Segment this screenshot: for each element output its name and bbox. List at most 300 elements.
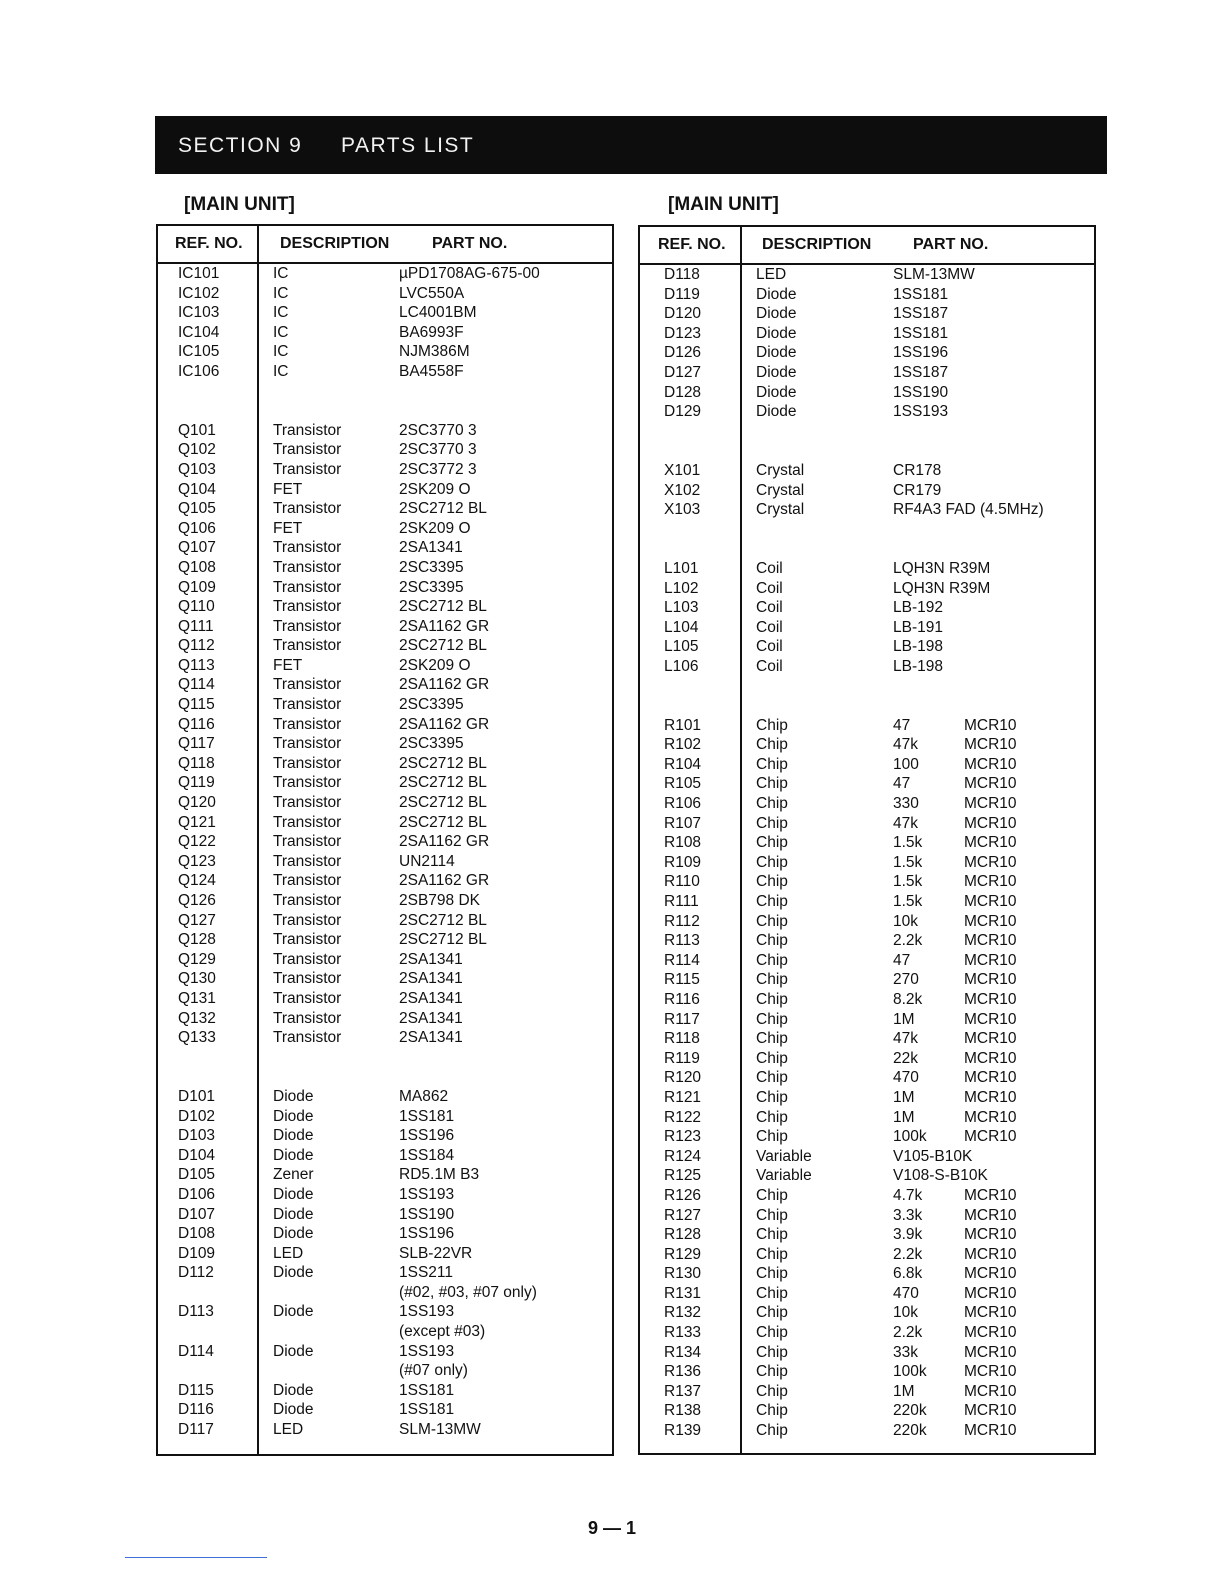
table-row [158, 969, 612, 989]
ref-no-cell: Q119 [178, 774, 215, 792]
part-no-cell: 1SS181 [893, 324, 949, 342]
ref-no-cell: D104 [178, 1146, 216, 1164]
description-cell: Chip [756, 1108, 788, 1126]
description-cell: Transistor [273, 872, 342, 890]
table-row [640, 814, 1094, 834]
table-row [640, 716, 1094, 736]
description-cell: Chip [756, 1402, 788, 1420]
table-row [640, 500, 1094, 520]
ref-no-cell: Q120 [178, 794, 216, 812]
page-number: 9 — 1 [587, 1518, 637, 1538]
part-type-cell: MCR10 [964, 1108, 1017, 1126]
description-cell: IC [273, 362, 289, 380]
part-no-cell: 2SC2712 BL [399, 598, 487, 616]
table-row [158, 499, 612, 519]
table-row [158, 656, 612, 676]
ref-no-cell: R120 [664, 1069, 702, 1087]
table-row [640, 1108, 1094, 1128]
part-no-cell: V105-B10K [893, 1147, 973, 1165]
part-no-cell: 1SS181 [399, 1107, 455, 1125]
table-row [158, 1381, 612, 1401]
table-row [640, 481, 1094, 501]
ref-no-cell: L106 [664, 657, 699, 675]
part-no-cell: µPD1708AG-675-00 [399, 265, 540, 282]
table-row [158, 675, 612, 695]
part-type-cell: MCR10 [964, 1049, 1017, 1067]
ref-no-cell: Q129 [178, 950, 216, 968]
description-cell: Diode [273, 1225, 314, 1243]
part-no-cell: LQH3N R39M [893, 559, 991, 577]
part-type-cell: MCR10 [964, 1186, 1017, 1204]
ref-no-cell: X101 [664, 461, 701, 479]
table-row [158, 284, 612, 304]
description-cell: Transistor [273, 441, 342, 459]
description-cell: Transistor [273, 794, 342, 812]
table-row [640, 343, 1094, 363]
table-row [158, 1263, 612, 1283]
ref-no-cell: R124 [664, 1147, 702, 1165]
description-cell: IC [273, 343, 289, 361]
table-row [158, 1048, 612, 1068]
description-cell: Chip [756, 1265, 788, 1283]
part-no-cell: 1SS196 [399, 1225, 455, 1243]
part-no-cell: 2SC2712 BL [399, 813, 487, 831]
part-no-cell: 1SS187 [893, 363, 949, 381]
ref-no-cell: IC101 [178, 265, 220, 282]
part-type-cell: MCR10 [964, 716, 1017, 734]
description-cell: Variable [756, 1167, 812, 1185]
part-no-cell: 2SA1341 [399, 970, 463, 988]
table-row [640, 1068, 1094, 1088]
left-unit-title: [MAIN UNIT] [184, 194, 295, 215]
description-cell: Chip [756, 1186, 788, 1204]
description-cell: Diode [273, 1264, 314, 1282]
part-no-cell: 2SC2712 BL [399, 911, 487, 929]
ref-no-cell: R132 [664, 1304, 702, 1322]
ref-no-cell: R101 [664, 716, 702, 734]
description-cell: Chip [756, 795, 788, 813]
ref-no-cell: Q132 [178, 1009, 216, 1027]
description-cell: FET [273, 656, 303, 674]
part-no-cell: 270 [893, 971, 919, 989]
col-ref-header: REF. NO. [175, 235, 243, 252]
table-row [640, 1343, 1094, 1363]
table-row [640, 1127, 1094, 1147]
description-cell: Transistor [273, 578, 342, 596]
ref-no-cell: Q109 [178, 578, 216, 596]
part-no-cell: 2.2k [893, 932, 923, 950]
table-row [158, 1067, 612, 1087]
ref-no-cell: Q133 [178, 1029, 216, 1047]
part-no-cell: 2SC2712 BL [399, 754, 487, 772]
description-cell: Diode [273, 1107, 314, 1125]
part-no-cell: 1.5k [893, 834, 923, 852]
part-no-cell: 4.7k [893, 1186, 923, 1204]
part-no-cell: 8.2k [893, 990, 923, 1008]
description-cell: Chip [756, 1324, 788, 1342]
ref-no-cell: X103 [664, 501, 701, 519]
ref-no-cell: R118 [664, 1030, 700, 1048]
part-no-cell: 6.8k [893, 1265, 923, 1283]
part-no-cell: NJM386M [399, 343, 470, 361]
ref-no-cell: Q121 [178, 813, 216, 831]
table-row [158, 1342, 612, 1362]
part-type-cell: MCR10 [964, 873, 1017, 891]
part-no-cell: 2SA1341 [399, 989, 463, 1007]
table-row [640, 1401, 1094, 1421]
ref-no-cell: R133 [664, 1324, 702, 1342]
table-row [158, 362, 612, 382]
table-row [640, 285, 1094, 305]
table-row [158, 754, 612, 774]
description-cell: Coil [756, 638, 783, 656]
table-row [640, 637, 1094, 657]
part-no-cell: 1.5k [893, 853, 923, 871]
ref-no-cell: R136 [664, 1363, 702, 1381]
ref-no-cell: Q106 [178, 519, 216, 537]
part-no-cell: (#07 only) [399, 1362, 468, 1380]
ref-no-cell: D118 [664, 266, 700, 283]
description-cell: Chip [756, 1206, 788, 1224]
part-no-cell: 2SA1341 [399, 950, 463, 968]
description-cell: Chip [756, 971, 788, 989]
section-banner [155, 116, 1107, 174]
table-row [158, 989, 612, 1009]
part-no-cell: UN2114 [399, 852, 455, 870]
table-row [158, 852, 612, 872]
part-no-cell: LVC550A [399, 284, 465, 302]
description-cell: FET [273, 519, 303, 537]
table-row [640, 304, 1094, 324]
description-cell: Chip [756, 951, 788, 969]
part-type-cell: MCR10 [964, 1206, 1017, 1224]
part-no-cell: 1SS193 [893, 403, 949, 421]
part-no-cell: 1M [893, 1010, 915, 1028]
description-cell: Chip [756, 834, 788, 852]
part-no-cell: 100 [893, 755, 919, 773]
part-no-cell: 2SK209 O [399, 519, 471, 537]
table-row [640, 618, 1094, 638]
description-cell: LED [273, 1244, 304, 1262]
description-cell: Chip [756, 1284, 788, 1302]
table-row [158, 303, 612, 323]
description-cell: Chip [756, 1030, 788, 1048]
col-ref-header: REF. NO. [658, 236, 726, 253]
table-row [640, 657, 1094, 677]
description-cell: Chip [756, 1382, 788, 1400]
part-no-cell: 2SA1162 GR [399, 872, 490, 890]
part-type-cell: MCR10 [964, 1402, 1017, 1420]
left-parts-table [156, 224, 614, 1456]
ref-no-cell: D117 [178, 1421, 214, 1439]
ref-no-cell: R134 [664, 1343, 702, 1361]
description-cell: Transistor [273, 617, 342, 635]
description-cell: IC [273, 284, 289, 302]
ref-no-cell: R110 [664, 873, 700, 891]
ref-no-cell: R116 [664, 990, 700, 1008]
ref-no-cell: R114 [664, 951, 700, 969]
description-cell: Diode [273, 1401, 314, 1419]
table-row [640, 1245, 1094, 1265]
description-cell: Transistor [273, 950, 342, 968]
description-cell: Transistor [273, 676, 342, 694]
table-row [640, 696, 1094, 716]
right-table-header [640, 227, 1094, 265]
description-cell: Chip [756, 990, 788, 1008]
part-type-cell: MCR10 [964, 1265, 1017, 1283]
ref-no-cell: Q102 [178, 441, 216, 459]
description-cell: Diode [756, 285, 797, 303]
ref-no-cell: Q111 [178, 617, 214, 635]
ref-no-cell: Q101 [178, 421, 216, 439]
table-row [640, 1186, 1094, 1206]
table-row [640, 990, 1094, 1010]
part-no-cell: LQH3N R39M [893, 579, 991, 597]
description-cell: Transistor [273, 813, 342, 831]
description-cell: Transistor [273, 598, 342, 616]
table-row [640, 520, 1094, 540]
part-no-cell: 2SA1341 [399, 1009, 463, 1027]
part-no-cell: 2SC2712 BL [399, 500, 487, 518]
description-cell: Chip [756, 1343, 788, 1361]
description-cell: Crystal [756, 481, 805, 499]
ref-no-cell: Q112 [178, 637, 215, 655]
part-type-cell: MCR10 [964, 1363, 1017, 1381]
part-type-cell: MCR10 [964, 1128, 1017, 1146]
ref-no-cell: D129 [664, 403, 702, 421]
description-cell: Chip [756, 1245, 788, 1263]
col-part-header: PART NO. [913, 236, 989, 253]
part-no-cell: LB-198 [893, 657, 943, 675]
description-cell: Transistor [273, 989, 342, 1007]
part-type-cell: MCR10 [964, 951, 1017, 969]
part-no-cell: CR179 [893, 481, 942, 499]
part-no-cell: 1.5k [893, 893, 923, 910]
description-cell: Crystal [756, 461, 805, 479]
left-table-body [158, 264, 612, 1440]
ref-no-cell: D108 [178, 1225, 216, 1243]
part-no-cell: 1SS193 [399, 1342, 455, 1360]
table-row [158, 460, 612, 480]
description-cell: Transistor [273, 558, 342, 576]
description-cell: Chip [756, 1088, 788, 1106]
table-row [158, 930, 612, 950]
table-row [158, 1165, 612, 1185]
description-cell: Diode [273, 1205, 314, 1223]
description-cell: Coil [756, 559, 783, 577]
part-no-cell: 470 [893, 1069, 919, 1087]
ref-no-cell: R126 [664, 1186, 702, 1204]
part-no-cell: 1SS211 [399, 1264, 454, 1282]
ref-no-cell: R104 [664, 755, 702, 773]
part-no-cell: 1.5k [893, 873, 923, 891]
description-cell: Chip [756, 1069, 788, 1087]
part-no-cell: 2SB798 DK [399, 892, 480, 909]
part-no-cell: 2SC3772 3 [399, 460, 477, 478]
part-no-cell: 47 [893, 951, 911, 969]
ref-no-cell: R113 [664, 932, 700, 950]
part-no-cell: CR178 [893, 461, 942, 479]
ref-no-cell: R115 [664, 971, 700, 989]
part-type-cell: MCR10 [964, 1422, 1017, 1440]
table-row [640, 676, 1094, 696]
description-cell: Diode [756, 305, 797, 323]
table-row [158, 617, 612, 637]
part-no-cell: LB-198 [893, 638, 943, 656]
description-cell: Transistor [273, 1009, 342, 1027]
description-cell: Diode [756, 403, 797, 421]
description-cell: Chip [756, 1304, 788, 1322]
ref-no-cell: R121 [664, 1088, 702, 1106]
table-row [640, 441, 1094, 461]
col-desc-header: DESCRIPTION [280, 235, 390, 252]
part-type-cell: MCR10 [964, 971, 1017, 989]
part-no-cell: LB-191 [893, 618, 943, 636]
table-row [640, 559, 1094, 579]
description-cell: Chip [756, 716, 788, 734]
part-type-cell: MCR10 [964, 853, 1017, 871]
ref-no-cell: R122 [664, 1108, 702, 1126]
part-type-cell: MCR10 [964, 795, 1017, 813]
ref-no-cell: D120 [664, 305, 702, 323]
part-no-cell: 33k [893, 1343, 918, 1361]
ref-no-cell: Q117 [178, 735, 215, 753]
part-no-cell: 47k [893, 1030, 918, 1048]
section-number: SECTION 9 [178, 134, 303, 157]
table-row [640, 539, 1094, 559]
part-no-cell: SLM-13MW [893, 266, 975, 283]
table-row [158, 1400, 612, 1420]
description-cell: LED [756, 266, 787, 283]
part-type-cell: MCR10 [964, 1030, 1017, 1048]
ref-no-cell: Q108 [178, 558, 216, 576]
part-no-cell: 2SC3395 [399, 696, 464, 714]
right-parts-table [638, 225, 1096, 1455]
table-row [158, 1028, 612, 1048]
table-row [640, 1088, 1094, 1108]
ref-no-cell: Q126 [178, 892, 216, 909]
table-row [158, 773, 612, 793]
ref-no-cell: Q113 [178, 656, 215, 674]
ref-no-cell: IC106 [178, 362, 220, 380]
table-row [158, 558, 612, 578]
table-row [640, 1010, 1094, 1030]
table-row [158, 538, 612, 558]
description-cell: Transistor [273, 696, 342, 714]
ref-no-cell: Q123 [178, 852, 216, 870]
part-no-cell: 2SC3770 3 [399, 421, 477, 439]
ref-no-cell: Q107 [178, 539, 216, 557]
ref-no-cell: R129 [664, 1245, 702, 1263]
part-type-cell: MCR10 [964, 775, 1017, 793]
ref-no-cell: R117 [664, 1010, 700, 1028]
description-cell: Variable [756, 1147, 812, 1165]
ref-no-cell: Q131 [178, 989, 216, 1007]
ref-no-cell: R109 [664, 853, 702, 871]
part-no-cell: 1SS196 [399, 1127, 455, 1145]
ref-no-cell: D105 [178, 1166, 216, 1184]
description-cell: Transistor [273, 833, 342, 851]
description-cell: Chip [756, 873, 788, 891]
table-row [640, 1323, 1094, 1343]
part-no-cell: 1SS193 [399, 1303, 455, 1321]
part-no-cell: 1SS193 [399, 1185, 455, 1203]
description-cell: Chip [756, 775, 788, 793]
ref-no-cell: Q116 [178, 715, 215, 733]
part-no-cell: 10k [893, 1304, 918, 1322]
ref-no-cell: Q127 [178, 911, 216, 929]
part-no-cell: 2SA1162 GR [399, 715, 490, 733]
part-no-cell: 2SC3395 [399, 578, 464, 596]
ref-no-cell: D106 [178, 1185, 216, 1203]
description-cell: Transistor [273, 460, 342, 478]
table-row [158, 1126, 612, 1146]
description-cell: Zener [273, 1166, 314, 1184]
part-no-cell: 1SS187 [893, 305, 949, 323]
part-type-cell: MCR10 [964, 834, 1017, 852]
ref-no-cell: R112 [664, 912, 700, 930]
ref-no-cell: R130 [664, 1265, 702, 1283]
description-cell: Crystal [756, 501, 805, 519]
part-no-cell: MA862 [399, 1087, 449, 1105]
part-no-cell: 47k [893, 736, 918, 754]
part-no-cell: 2SA1341 [399, 1029, 463, 1047]
left-table-header [158, 226, 612, 264]
ref-no-cell: Q104 [178, 480, 216, 498]
part-no-cell: 2SA1341 [399, 539, 463, 557]
ref-no-cell: D115 [178, 1381, 214, 1399]
part-no-cell: 10k [893, 912, 918, 930]
ref-no-cell: Q128 [178, 931, 216, 949]
table-row [158, 578, 612, 598]
table-row [158, 911, 612, 931]
description-cell: IC [273, 323, 289, 341]
part-type-cell: MCR10 [964, 932, 1017, 950]
description-cell: Chip [756, 736, 788, 754]
part-type-cell: MCR10 [964, 990, 1017, 1008]
table-row [158, 401, 612, 421]
table-row [158, 793, 612, 813]
table-row [640, 755, 1094, 775]
table-row [640, 579, 1094, 599]
part-no-cell: 2SC3770 3 [399, 441, 477, 459]
ref-no-cell: R127 [664, 1206, 702, 1224]
description-cell: Chip [756, 1422, 788, 1440]
description-cell: Chip [756, 853, 788, 871]
table-row [640, 774, 1094, 794]
part-no-cell: 2SC2712 BL [399, 774, 487, 792]
table-row [158, 871, 612, 891]
table-row [640, 853, 1094, 873]
part-type-cell: MCR10 [964, 1284, 1017, 1302]
part-no-cell: 2SC3395 [399, 558, 464, 576]
part-no-cell: 47k [893, 814, 918, 832]
ref-no-cell: R125 [664, 1167, 702, 1185]
part-no-cell: 100k [893, 1128, 927, 1146]
ref-no-cell: D126 [664, 344, 702, 362]
table-row [158, 597, 612, 617]
description-cell: IC [273, 265, 289, 282]
table-row [640, 931, 1094, 951]
description-cell: Diode [273, 1303, 314, 1321]
ref-no-cell: Q124 [178, 872, 216, 890]
description-cell: Chip [756, 814, 788, 832]
table-row [158, 480, 612, 500]
description-cell: Transistor [273, 774, 342, 792]
description-cell: Transistor [273, 735, 342, 753]
table-row [640, 363, 1094, 383]
description-cell: Transistor [273, 637, 342, 655]
